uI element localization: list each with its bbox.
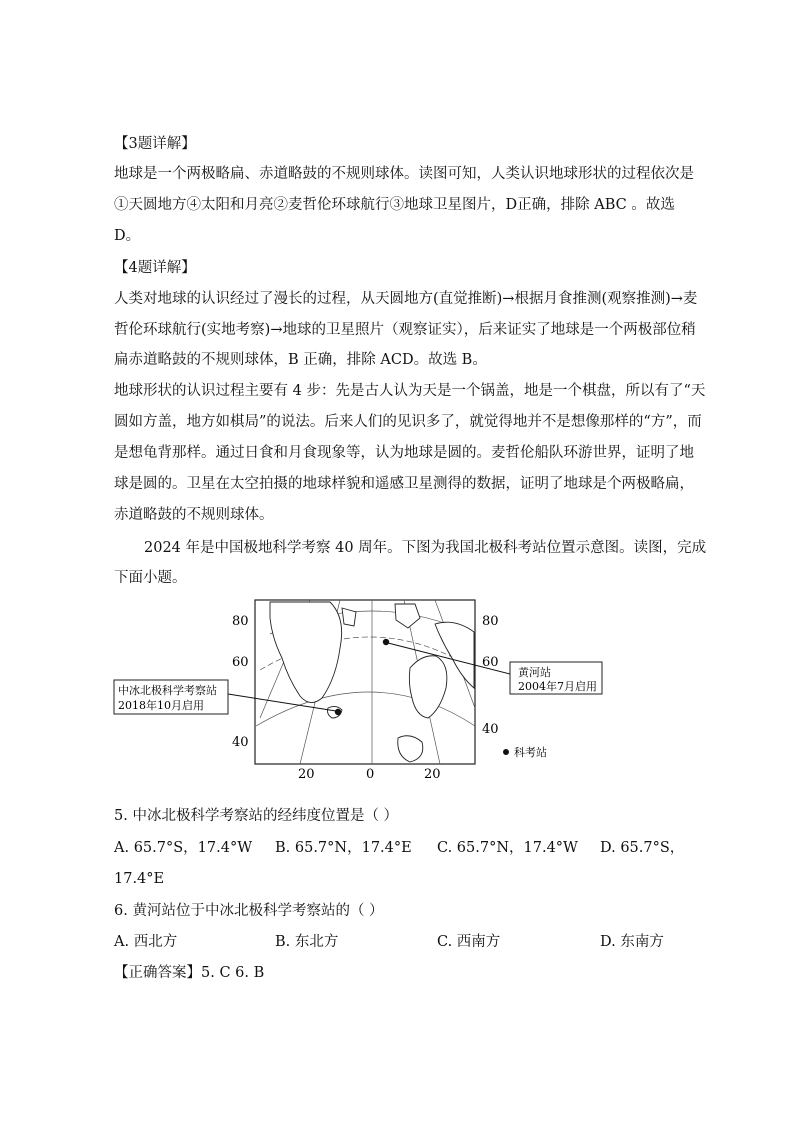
legend-marker bbox=[503, 749, 509, 755]
q4-line-5: 圆如方盖，地方如棋局”的说法。后来人们的见识多了，就觉得地并不是想像那样的“方”，而 bbox=[114, 414, 702, 430]
station2-date: 2004年7月启用 bbox=[518, 680, 597, 693]
q6-option-c: C. 西南方 bbox=[437, 934, 501, 950]
q5-option-d-cont: 17.4°E bbox=[114, 871, 165, 887]
q5-option-c: C. 65.7°N，17.4°W bbox=[437, 840, 578, 856]
q6-option-d: D. 东南方 bbox=[600, 934, 664, 950]
lon-label-20-west: 20 bbox=[298, 767, 315, 782]
q4-line-7: 球是圆的。卫星在太空拍摄的地球样貌和遥感卫星测得的数据，证明了地球是个两极略扁， bbox=[114, 476, 694, 492]
station1-name: 中冰北极科学考察站 bbox=[118, 684, 217, 697]
lat-label-80-right: 80 bbox=[482, 614, 499, 629]
q5-stem: 5. 中冰北极科学考察站的经纬度位置是（ ） bbox=[114, 808, 399, 824]
station2-name: 黄河站 bbox=[518, 666, 551, 679]
station1-date: 2018年10月启用 bbox=[118, 699, 204, 712]
answer-line: 【正确答案】5. C 6. B bbox=[114, 965, 265, 981]
lon-label-20-east: 20 bbox=[424, 767, 441, 782]
arctic-station-map bbox=[110, 598, 597, 782]
lat-label-80-left: 80 bbox=[232, 614, 249, 629]
q3-heading: 【3题详解】 bbox=[114, 136, 196, 152]
lat-label-40-left: 40 bbox=[232, 735, 249, 750]
q3-line-2: ①天圆地方④太阳和月亮②麦哲伦环球航行③地球卫星图片，D正确，排除 ABC 。故选 bbox=[114, 197, 675, 213]
lat-label-60-left: 60 bbox=[232, 655, 249, 670]
intro-line-1: 2024 年是中国极地科学考察 40 周年。下图为我国北极科考站位置示意图。读图，完成 bbox=[144, 540, 707, 556]
q6-option-a: A. 西北方 bbox=[114, 934, 178, 950]
q4-line-6: 是想龟背那样。通过日食和月食现象等，认为地球是圆的。麦哲伦船队环游世界，证明了地 bbox=[114, 445, 694, 461]
q4-line-2: 哲伦环球航行(实地考察)→地球的卫星照片（观察证实），后来证实了地球是一个两极部位稍 bbox=[114, 322, 696, 338]
q6-option-b: B. 东北方 bbox=[275, 934, 339, 950]
station-zhongbing-marker bbox=[335, 709, 341, 715]
lat-label-60-right: 60 bbox=[482, 655, 499, 670]
legend-label: 科考站 bbox=[514, 746, 547, 759]
lat-label-40-right: 40 bbox=[482, 722, 499, 737]
q4-line-8: 赤道略鼓的不规则球体。 bbox=[114, 507, 274, 523]
q4-line-4: 地球形状的认识过程主要有 4 步：先是古人认为天是一个锅盖，地是一个棋盘，所以有了“天 bbox=[114, 383, 706, 399]
q4-line-3: 扁赤道略鼓的不规则球体，B 正确，排除 ACD。故选 B。 bbox=[114, 352, 487, 368]
q5-option-d: D. 65.7°S， bbox=[600, 840, 685, 856]
q4-line-1: 人类对地球的认识经过了漫长的过程，从天圆地方(直觉推断)→根据月食推测(观察推测)→麦 bbox=[114, 291, 698, 307]
q3-line-1: 地球是一个两极略扁、赤道略鼓的不规则球体。读图可知，人类认识地球形状的过程依次是 bbox=[114, 166, 694, 182]
q3-line-3: D。 bbox=[114, 228, 141, 244]
intro-line-2: 下面小题。 bbox=[114, 570, 187, 586]
q4-heading: 【4题详解】 bbox=[114, 260, 196, 276]
lon-label-0: 0 bbox=[366, 767, 375, 782]
station-huanghe-marker bbox=[383, 639, 389, 645]
q5-option-a: A. 65.7°S，17.4°W bbox=[114, 840, 253, 856]
q6-stem: 6. 黄河站位于中冰北极科学考察站的（ ） bbox=[114, 903, 384, 919]
q5-option-b: B. 65.7°N，17.4°E bbox=[275, 840, 412, 856]
